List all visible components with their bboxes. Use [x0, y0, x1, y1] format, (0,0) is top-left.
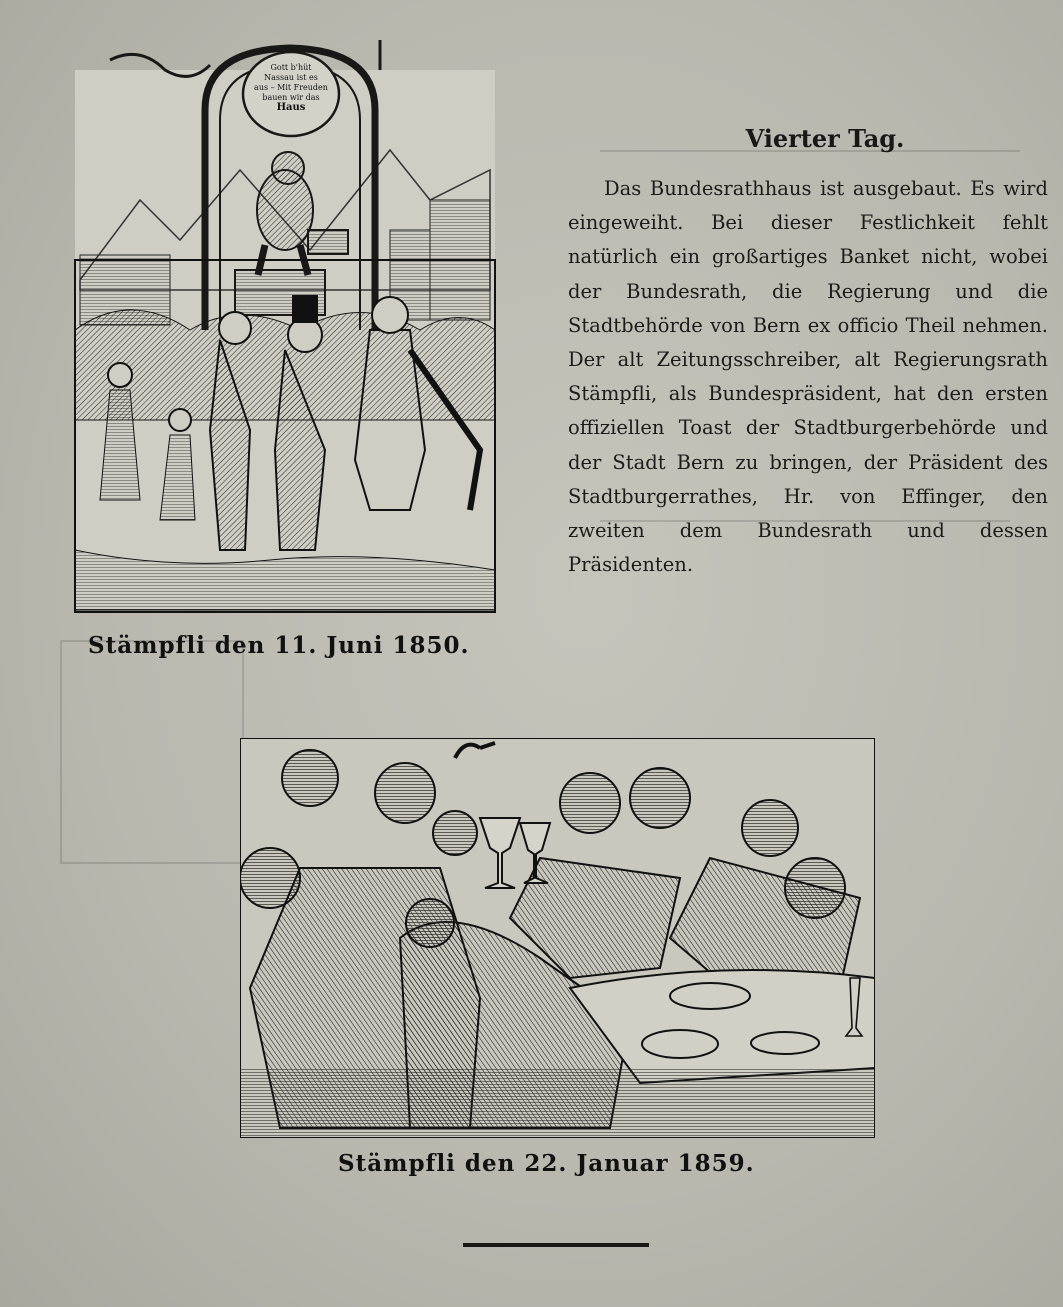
sign-line: Gott b'hüt	[270, 63, 312, 72]
article-paragraph: Das Bundesrathhaus ist ausgebaut. Es wird eingeweiht. Bei dieser Festlichkeit fehlt natürlich ein großartiges Banket nicht, wobei der Bundesrath, die Regierung und die Stadtbehörde von Bern ex officio Theil nehmen. Der alt Zeitungsschreiber, alt Regierungsrath Stämpfli, als Bundespräsident, hat den ersten offiziellen Toast der Stadtburgerbehörde und der Stadt Bern zu bringen, der Präsident des Stadtburgerrathes, Hr. von Effinger, den zweiten dem Bundesrath und dessen Präsidenten.	[568, 177, 1048, 577]
sign-line: Haus	[276, 102, 306, 113]
bottom-illustration-caption: Stämpfli den 22. Januar 1859.	[338, 1150, 755, 1177]
woodcut-banquet-toast	[240, 738, 875, 1138]
article-body	[568, 172, 1048, 582]
section-divider	[463, 1243, 649, 1247]
article-heading: Vierter Tag.	[745, 124, 905, 153]
bleed-through-decoration	[60, 640, 244, 864]
sign-line: Nassau ist es	[264, 73, 318, 82]
woodcut-bear-festival	[70, 30, 500, 615]
sign-line: bauen wir das	[262, 93, 320, 102]
top-illustration-caption: Stämpfli den 11. Juni 1850.	[88, 632, 470, 659]
sign-text	[248, 63, 334, 113]
sign-line: aus – Mit Freuden	[254, 83, 328, 92]
